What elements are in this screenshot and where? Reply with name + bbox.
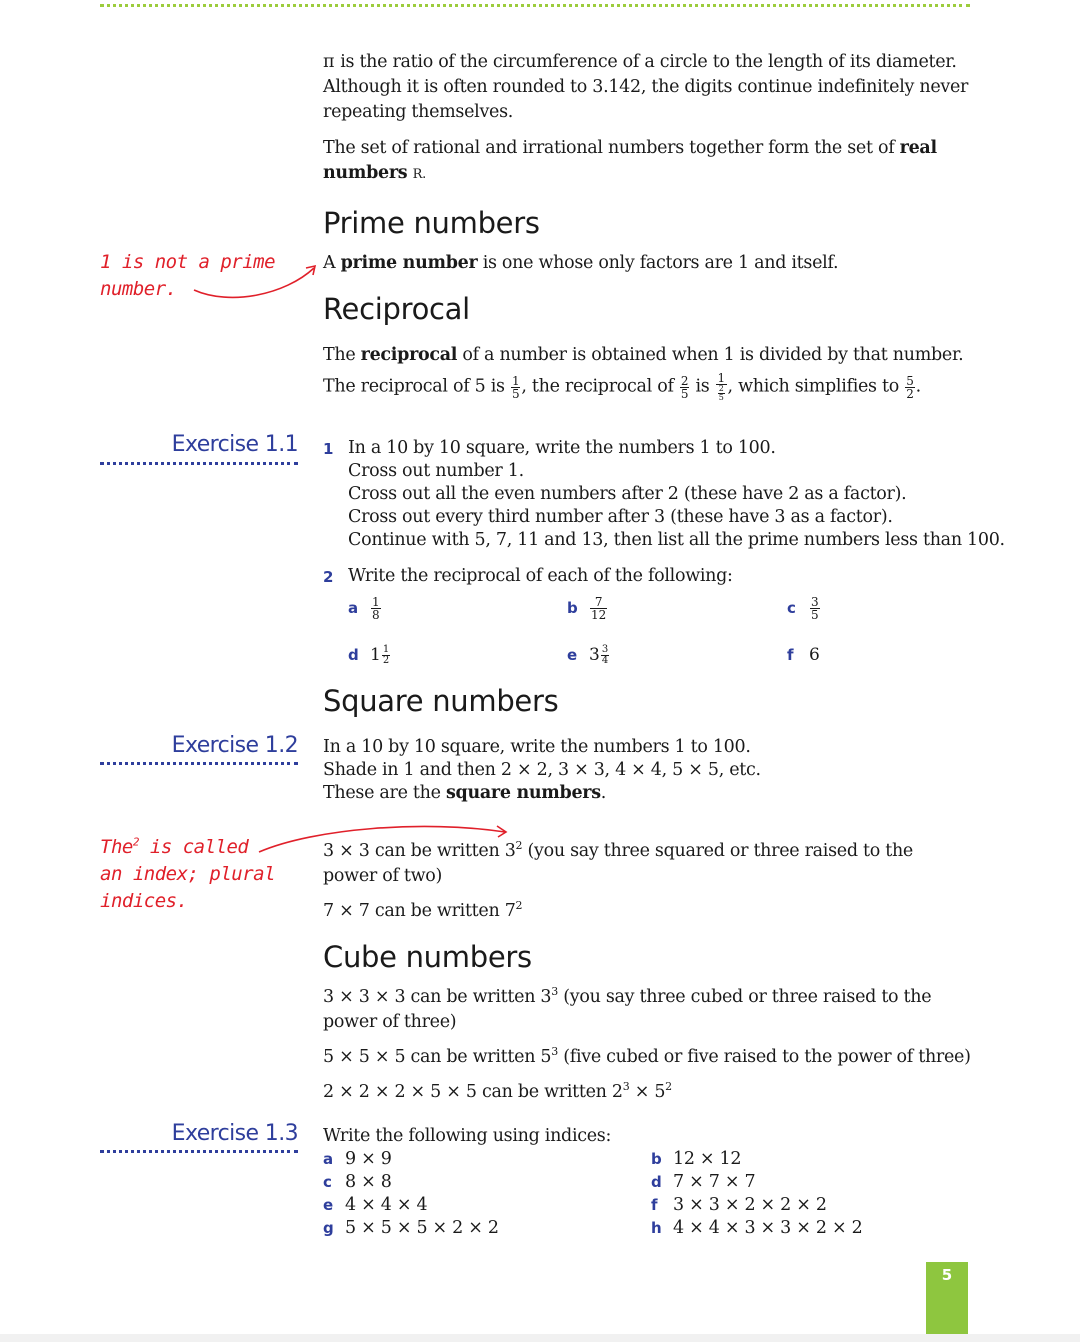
ex-1-3-item-c: c 8 × 8 <box>323 1172 392 1192</box>
ex-1-3-item-e: e 4 × 4 × 4 <box>323 1195 428 1215</box>
exercise-1-2-line: In a 10 by 10 square, write the numbers 1 to 100. <box>323 737 751 757</box>
reciprocal-heading: Reciprocal <box>323 292 470 326</box>
ex-1-3-item-d: d 7 × 7 × 7 <box>651 1172 756 1192</box>
exercise-1-2-line: These are the square numbers. <box>323 783 607 803</box>
ex-1-3-item-f: f 3 × 3 × 2 × 2 × 2 <box>651 1195 827 1215</box>
q1-line: Cross out every third number after 3 (these have 3 as a factor). <box>348 507 893 527</box>
top-dotted-rule <box>100 4 970 7</box>
q1-line: Cross out all the even numbers after 2 (these have 2 as a factor). <box>348 484 907 504</box>
fraction: $\frac{5}{2}$ <box>906 373 914 401</box>
page-number: 5 <box>941 1266 953 1284</box>
bottom-band <box>0 1334 1080 1342</box>
cube-numbers-heading: Cube numbers <box>323 940 532 974</box>
q2-part-f: f 6 <box>787 645 820 665</box>
exercise-1-2-dots <box>100 762 298 765</box>
exercise-1-1-label: Exercise 1.1 <box>171 432 298 457</box>
complex-fraction: $\frac{1}{\frac{2}{5}}$ <box>717 371 725 402</box>
page-number-tab <box>926 1262 968 1334</box>
exercise-1-3-dots <box>100 1150 298 1153</box>
index-margin-note: The$^2$ is called an index; plural indices. <box>100 835 276 912</box>
cube-explanation: 3 × 3 × 3 can be written $3^3$ (you say three cubed or three raised to the power of three) 5 × 5 × 5 can be written $5^3$ (five cubed or five raised to the power of three) 2 × 2 × 2 × 5 × 5 can be written $2^3 \times 5^2$ <box>323 985 971 1102</box>
exercise-1-3-label: Exercise 1.3 <box>171 1121 298 1146</box>
q2-part-b: b $\frac{7}{12}$ <box>567 595 607 622</box>
ex-1-3-item-g: g 5 × 5 × 5 × 2 × 2 <box>323 1218 499 1238</box>
fraction: $\frac{1}{5}$ <box>512 373 520 401</box>
intro-section <box>323 50 973 187</box>
real-numbers-paragraph: The set of rational and irrational numbers together form the set of real numbers R. <box>323 138 937 183</box>
q1-line: Continue with 5, 7, 11 and 13, then list all the prime numbers less than 100. <box>348 530 1005 550</box>
q1-line: In a 10 by 10 square, write the numbers 1 to 100. <box>348 438 776 458</box>
fraction: $\frac{2}{5}$ <box>680 373 689 401</box>
question-1-number: 1 <box>323 440 334 458</box>
reciprocal-definition: The reciprocal of a number is obtained when 1 is divided by that number. <box>323 345 964 365</box>
q2-part-e: e 3 $\frac{3}{4}$ <box>567 644 609 666</box>
square-explanation: 3 × 3 can be written $3^2$ (you say three squared or three raised to the power of two) 7 × 7 can be written $7^2$ <box>323 839 913 921</box>
ex-1-3-item-b: b 12 × 12 <box>651 1149 742 1169</box>
q2-part-c: c $\frac{3}{5}$ <box>787 595 819 622</box>
prime-margin-note: 1 is not a prime number. <box>100 251 276 300</box>
ex-1-3-item-a: a 9 × 9 <box>323 1149 392 1169</box>
q1-line: Cross out number 1. <box>348 461 524 481</box>
pi-symbol: π <box>323 52 335 72</box>
prime-definition: A prime number is one whose only factors are 1 and itself. <box>323 253 839 273</box>
exercise-1-2-line: Shade in 1 and then 2 × 2, 3 × 3, 4 × 4, 5 × 5, etc. <box>323 760 761 780</box>
real-set-symbol: R. <box>412 167 426 182</box>
question-2-number: 2 <box>323 568 334 586</box>
q2-part-d: d 1 $\frac{1}{2}$ <box>348 644 390 666</box>
prime-number-term: prime number <box>340 253 478 273</box>
q2-text: Write the reciprocal of each of the following: <box>348 566 733 586</box>
pi-paragraph: π is the ratio of the circumference of a circle to the length of its diameter. Although it is often rounded to 3.142, the digits continue indefinitely never repeating themselves. <box>323 52 969 122</box>
reciprocal-term: reciprocal <box>360 345 458 365</box>
exercise-1-1-dots <box>100 462 298 465</box>
reciprocal-example: The reciprocal of 5 is $\frac{1}{5}$ , the reciprocal of $\frac{2}{5}$ is $\frac{1}{\frac{2}{5}}$ , which simplifies to $\frac{5}{2}$ . <box>323 371 921 402</box>
reciprocal-section <box>323 343 973 402</box>
square-numbers-heading: Square numbers <box>323 684 559 718</box>
real-numbers-term: real numbers <box>323 138 937 183</box>
prime-note-arrow <box>190 250 325 305</box>
q2-part-a: a $\frac{1}{8}$ <box>348 595 380 622</box>
exercise-1-3-intro: Write the following using indices: <box>323 1126 612 1146</box>
exercise-1-2-label: Exercise 1.2 <box>171 733 298 758</box>
square-numbers-term: square numbers <box>445 783 601 803</box>
ex-1-3-item-h: h 4 × 4 × 3 × 3 × 2 × 2 <box>651 1218 863 1238</box>
prime-numbers-heading: Prime numbers <box>323 206 540 240</box>
